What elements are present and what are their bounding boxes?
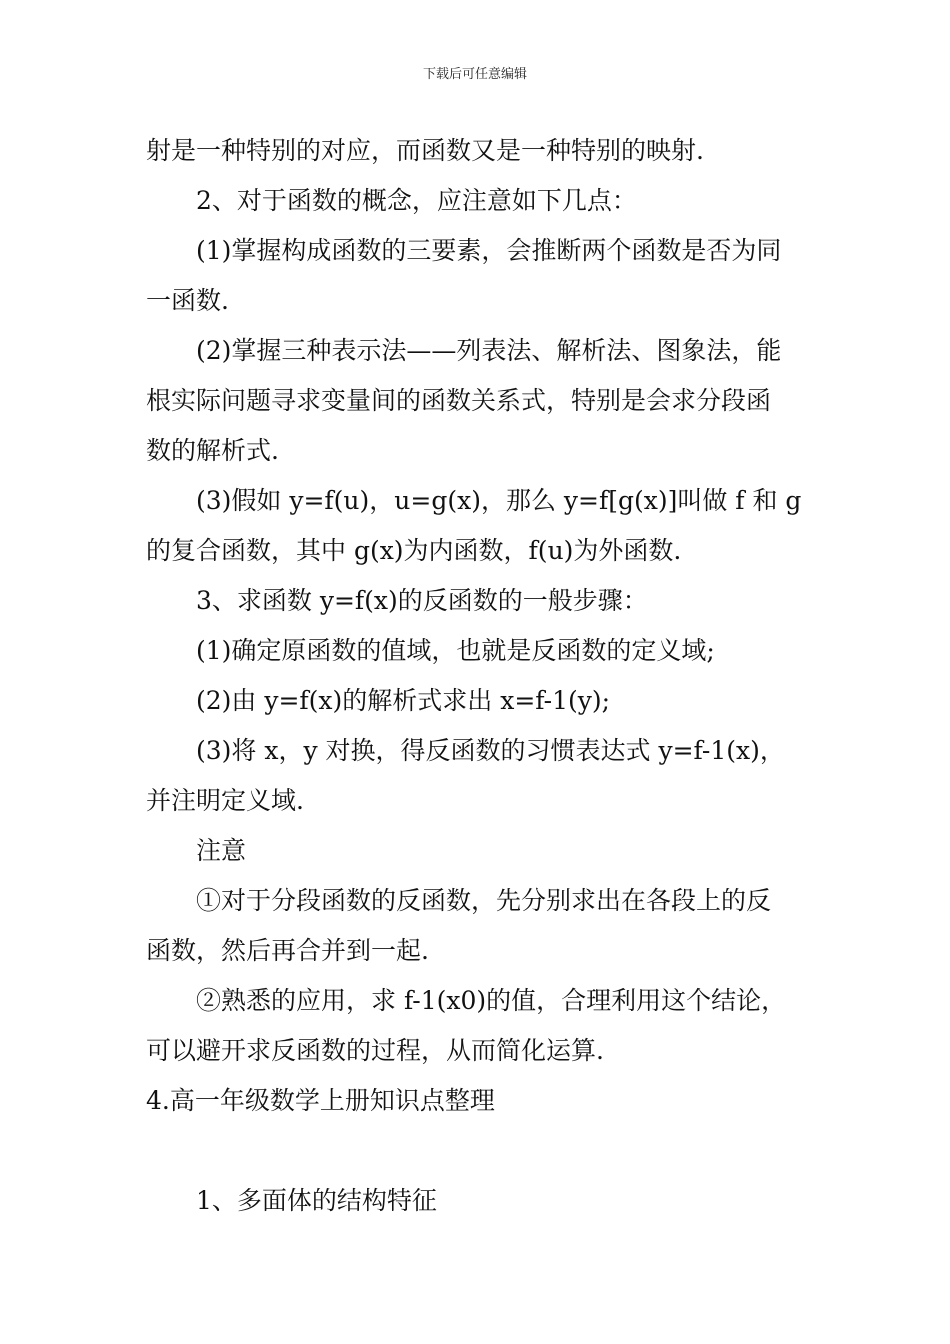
text-line: 并注明定义域. bbox=[146, 786, 304, 815]
text-line: ①对于分段函数的反函数，先分别求出在各段上的反 bbox=[196, 886, 772, 915]
page-header: 下载后可任意编辑 bbox=[422, 67, 527, 82]
text-line: 根实际问题寻求变量间的函数关系式，特别是会求分段函 bbox=[146, 386, 772, 415]
document-body bbox=[146, 126, 810, 1226]
text-line: 的复合函数，其中 g(x)为内函数，f(u)为外函数. bbox=[146, 536, 682, 565]
text-line: 注意 bbox=[196, 836, 247, 865]
text-line: (2)掌握三种表示法——列表法、解析法、图象法，能 bbox=[196, 336, 782, 365]
blank-line bbox=[146, 1126, 810, 1176]
text-line: (3)假如 y=f(u)，u=g(x)，那么 y=f[g(x)]叫做 f 和 g bbox=[196, 486, 802, 515]
text-line: (2)由 y=f(x)的解析式求出 x=f-1(y); bbox=[196, 686, 611, 715]
subsection-heading: 1、多面体的结构特征 bbox=[196, 1186, 437, 1215]
text-line: (3)将 x，y 对换，得反函数的习惯表达式 y=f-1(x)， bbox=[196, 736, 785, 765]
text-line: 函数，然后再合并到一起. bbox=[146, 936, 429, 965]
text-line: 2、对于函数的概念，应注意如下几点： bbox=[196, 186, 637, 215]
text-line: 数的解析式. bbox=[146, 436, 279, 465]
text-line: (1)确定原函数的值域，也就是反函数的定义域; bbox=[196, 636, 715, 665]
text-line: 3、求函数 y=f(x)的反函数的一般步骤： bbox=[196, 586, 648, 615]
text-line: (1)掌握构成函数的三要素，会推断两个函数是否为同 bbox=[196, 236, 782, 265]
section-heading: 4.高一年级数学上册知识点整理 bbox=[146, 1086, 495, 1115]
text-line: 射是一种特别的对应，而函数又是一种特别的映射. bbox=[146, 136, 704, 165]
text-line: 一函数. bbox=[146, 286, 229, 315]
text-line: 可以避开求反函数的过程，从而简化运算. bbox=[146, 1036, 604, 1065]
text-line: ②熟悉的应用，求 f-1(x0)的值，合理利用这个结论， bbox=[196, 986, 787, 1015]
